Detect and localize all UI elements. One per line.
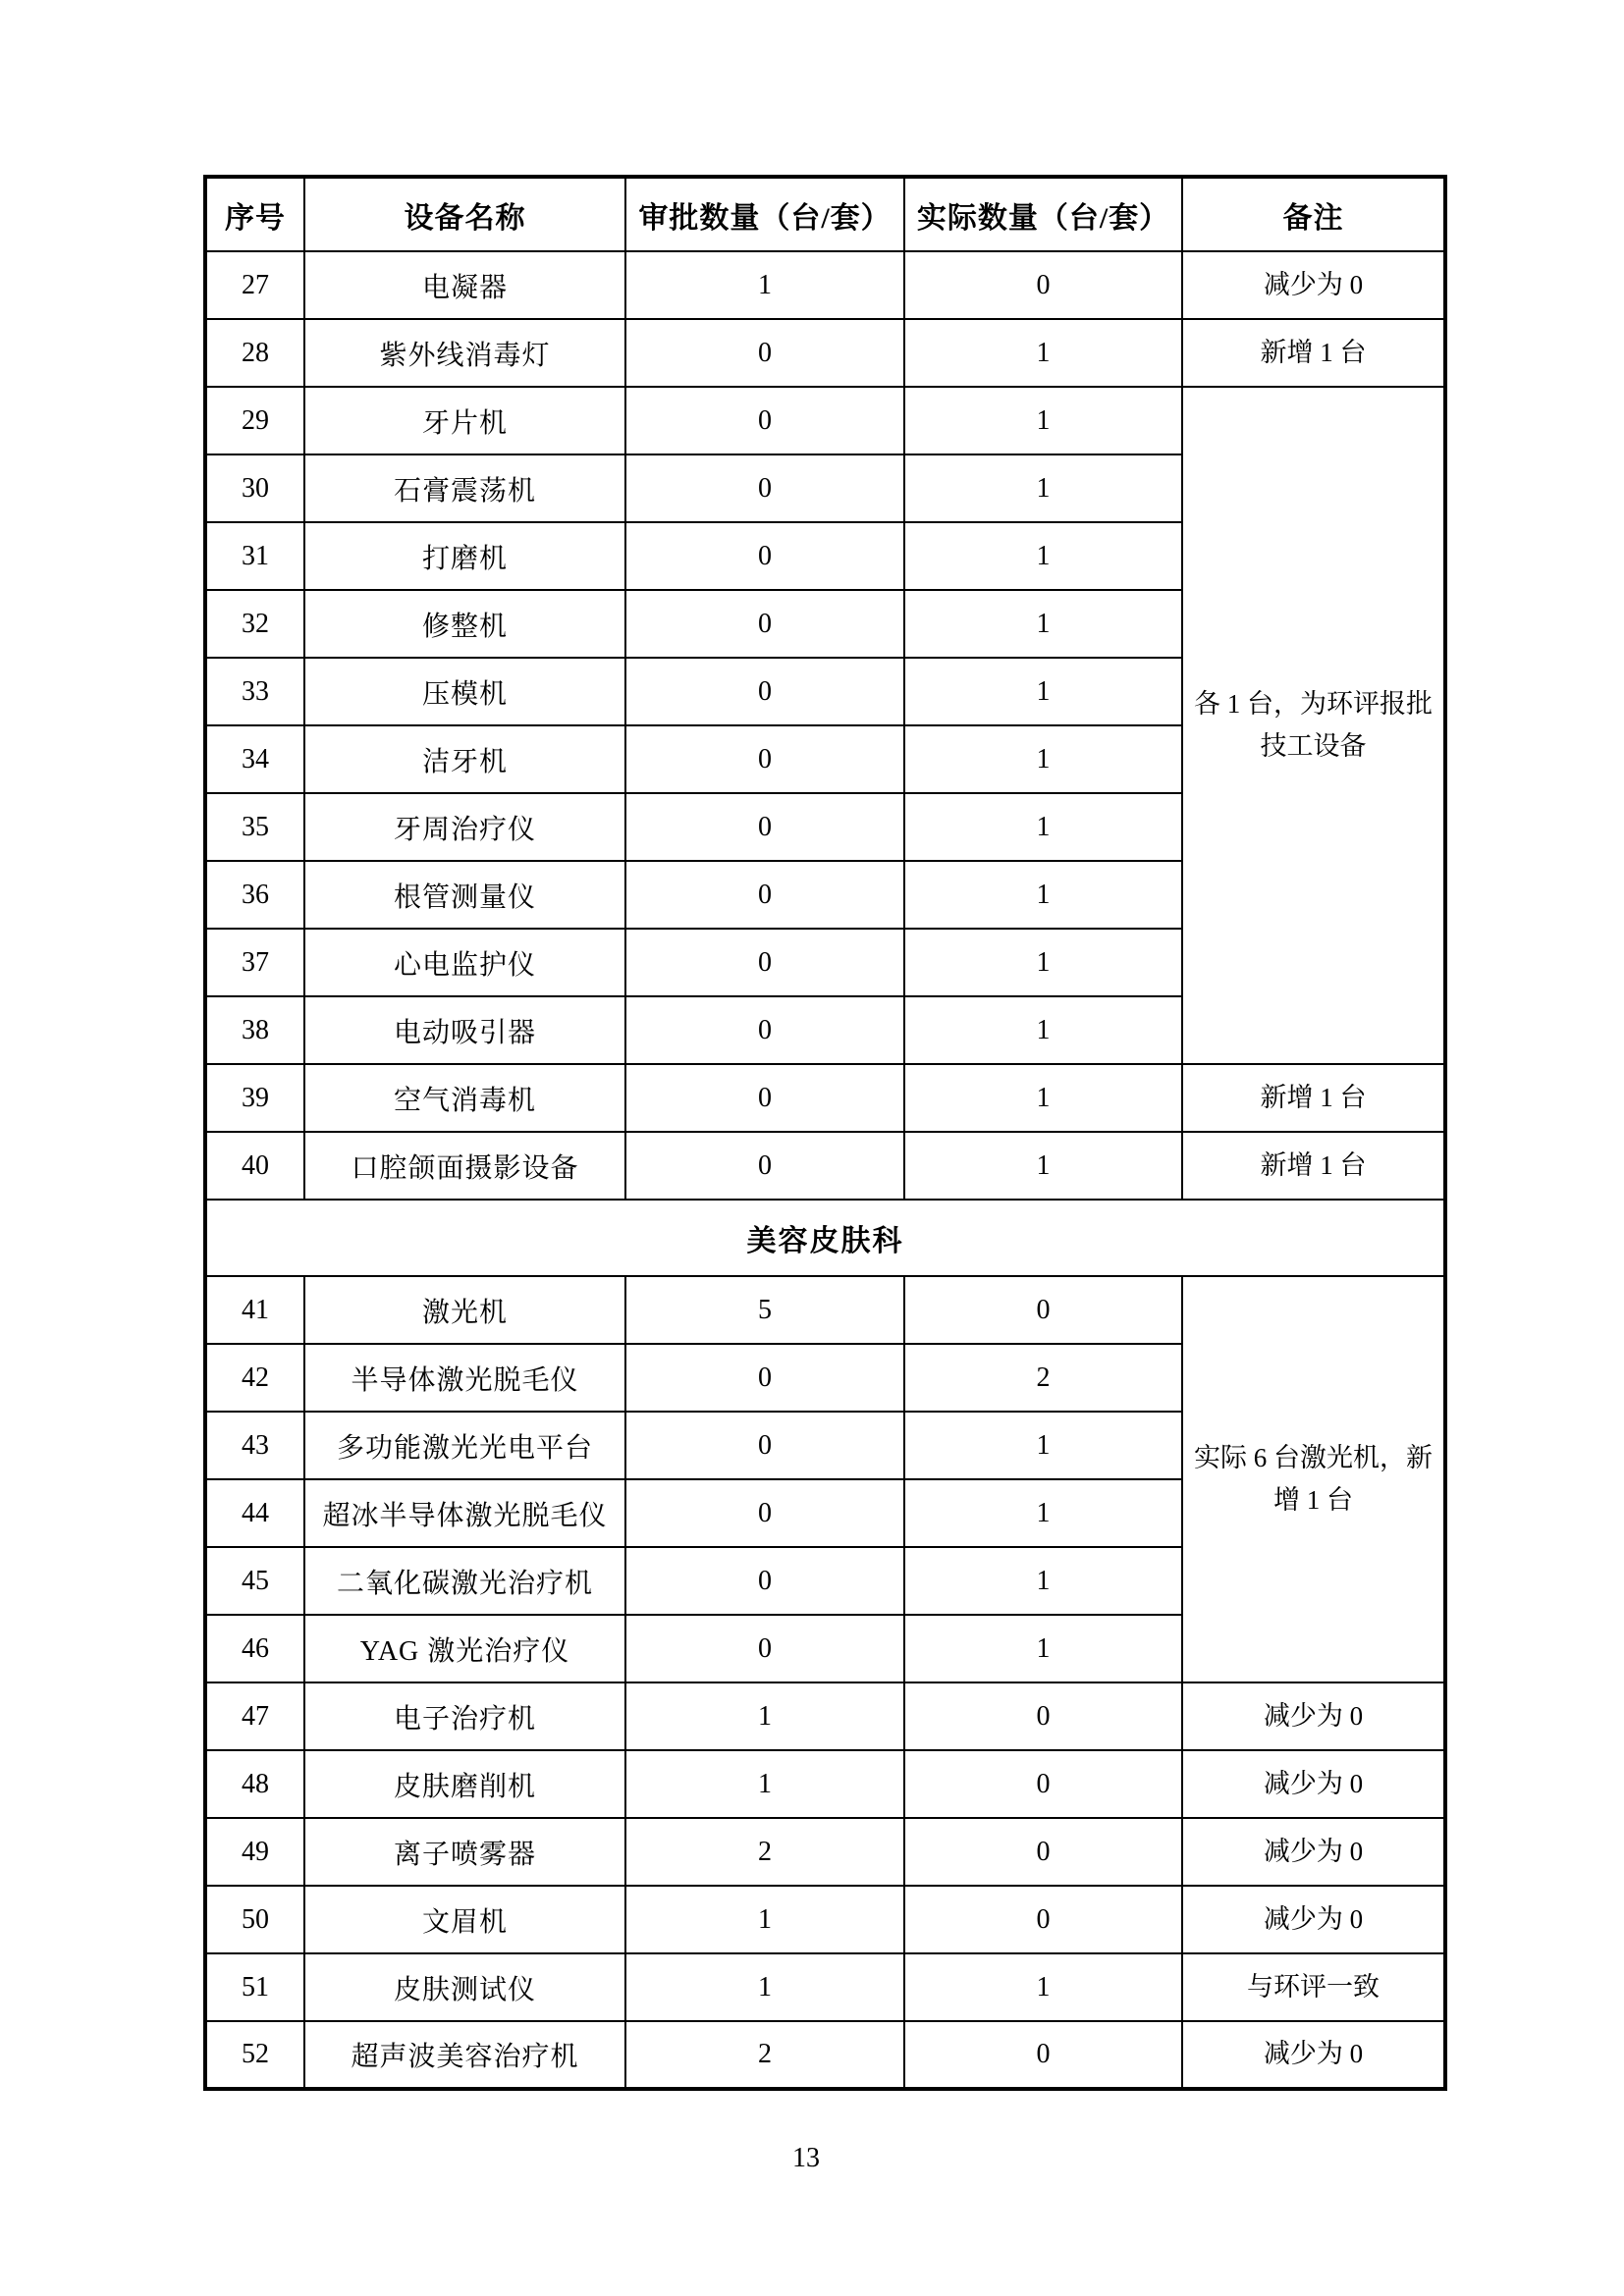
equipment-name: 超声波美容治疗机 <box>304 2021 625 2089</box>
approved-quantity: 5 <box>625 1276 904 1344</box>
approved-quantity: 0 <box>625 1479 904 1547</box>
actual-quantity: 1 <box>904 1132 1182 1200</box>
row-number: 28 <box>205 319 304 387</box>
equipment-name: 多功能激光光电平台 <box>304 1412 625 1479</box>
actual-quantity: 2 <box>904 1344 1182 1412</box>
approved-quantity: 0 <box>625 1344 904 1412</box>
actual-quantity: 1 <box>904 319 1182 387</box>
approved-quantity: 0 <box>625 454 904 522</box>
remark: 减少为 0 <box>1182 2021 1445 2089</box>
actual-quantity: 1 <box>904 1615 1182 1682</box>
actual-quantity: 1 <box>904 996 1182 1064</box>
equipment-name: 根管测量仪 <box>304 861 625 929</box>
column-header-2: 审批数量（台/套） <box>625 177 904 251</box>
row-number: 37 <box>205 929 304 996</box>
table-row <box>205 251 1445 319</box>
column-header-3: 实际数量（台/套） <box>904 177 1182 251</box>
row-number: 46 <box>205 1615 304 1682</box>
table-head <box>205 177 1445 251</box>
table-row <box>205 2021 1445 2089</box>
remark: 减少为 0 <box>1182 1750 1445 1818</box>
actual-quantity: 1 <box>904 1064 1182 1132</box>
actual-quantity: 1 <box>904 725 1182 793</box>
actual-quantity: 1 <box>904 929 1182 996</box>
row-number: 45 <box>205 1547 304 1615</box>
equipment-name: 打磨机 <box>304 522 625 590</box>
table-row <box>205 1953 1445 2021</box>
remark: 与环评一致 <box>1182 1953 1445 2021</box>
approved-quantity: 0 <box>625 590 904 658</box>
approved-quantity: 0 <box>625 1064 904 1132</box>
actual-quantity: 1 <box>904 1479 1182 1547</box>
equipment-name: 压模机 <box>304 658 625 725</box>
row-number: 32 <box>205 590 304 658</box>
equipment-name: 石膏震荡机 <box>304 454 625 522</box>
approved-quantity: 0 <box>625 996 904 1064</box>
page-number: 13 <box>792 2143 820 2173</box>
approved-quantity: 2 <box>625 2021 904 2089</box>
approved-quantity: 0 <box>625 793 904 861</box>
row-number: 34 <box>205 725 304 793</box>
actual-quantity: 1 <box>904 1547 1182 1615</box>
row-number: 39 <box>205 1064 304 1132</box>
approved-quantity: 1 <box>625 1682 904 1750</box>
row-number: 27 <box>205 251 304 319</box>
actual-quantity: 1 <box>904 658 1182 725</box>
section-row <box>205 1200 1445 1276</box>
table-row <box>205 1132 1445 1200</box>
row-number: 31 <box>205 522 304 590</box>
row-number: 33 <box>205 658 304 725</box>
header-row <box>205 177 1445 251</box>
remark: 减少为 0 <box>1182 251 1445 319</box>
row-number: 30 <box>205 454 304 522</box>
table-body <box>205 251 1445 2089</box>
row-number: 49 <box>205 1818 304 1886</box>
remark: 减少为 0 <box>1182 1886 1445 1953</box>
approved-quantity: 0 <box>625 1132 904 1200</box>
equipment-name: 二氧化碳激光治疗机 <box>304 1547 625 1615</box>
section-header: 美容皮肤科 <box>205 1200 1445 1276</box>
equipment-name: 紫外线消毒灯 <box>304 319 625 387</box>
equipment-name: 超冰半导体激光脱毛仪 <box>304 1479 625 1547</box>
row-number: 47 <box>205 1682 304 1750</box>
approved-quantity: 1 <box>625 1750 904 1818</box>
actual-quantity: 1 <box>904 793 1182 861</box>
approved-quantity: 1 <box>625 1953 904 2021</box>
equipment-name: 激光机 <box>304 1276 625 1344</box>
actual-quantity: 1 <box>904 1953 1182 2021</box>
actual-quantity: 1 <box>904 590 1182 658</box>
actual-quantity: 1 <box>904 522 1182 590</box>
actual-quantity: 0 <box>904 1886 1182 1953</box>
column-header-1: 设备名称 <box>304 177 625 251</box>
approved-quantity: 0 <box>625 861 904 929</box>
equipment-name: 修整机 <box>304 590 625 658</box>
row-number: 42 <box>205 1344 304 1412</box>
equipment-name: YAG 激光治疗仪 <box>304 1615 625 1682</box>
approved-quantity: 1 <box>625 1886 904 1953</box>
equipment-table <box>203 175 1447 2091</box>
equipment-name: 心电监护仪 <box>304 929 625 996</box>
equipment-name: 洁牙机 <box>304 725 625 793</box>
row-number: 43 <box>205 1412 304 1479</box>
column-header-0: 序号 <box>205 177 304 251</box>
actual-quantity: 1 <box>904 1412 1182 1479</box>
table-row <box>205 1886 1445 1953</box>
actual-quantity: 1 <box>904 387 1182 454</box>
table-row <box>205 1750 1445 1818</box>
row-number: 36 <box>205 861 304 929</box>
column-header-4: 备注 <box>1182 177 1445 251</box>
remark: 新增 1 台 <box>1182 1132 1445 1200</box>
equipment-name: 皮肤磨削机 <box>304 1750 625 1818</box>
approved-quantity: 0 <box>625 1615 904 1682</box>
row-number: 41 <box>205 1276 304 1344</box>
table-row <box>205 1682 1445 1750</box>
remark: 实际 6 台激光机，新增 1 台 <box>1182 1276 1445 1682</box>
table-row <box>205 1064 1445 1132</box>
approved-quantity: 1 <box>625 251 904 319</box>
remark: 各 1 台，为环评报批技工设备 <box>1182 387 1445 1064</box>
table-row <box>205 387 1445 454</box>
equipment-name: 电子治疗机 <box>304 1682 625 1750</box>
row-number: 29 <box>205 387 304 454</box>
approved-quantity: 0 <box>625 522 904 590</box>
equipment-name: 离子喷雾器 <box>304 1818 625 1886</box>
equipment-name: 空气消毒机 <box>304 1064 625 1132</box>
actual-quantity: 0 <box>904 1682 1182 1750</box>
equipment-name: 牙周治疗仪 <box>304 793 625 861</box>
table-row <box>205 1818 1445 1886</box>
row-number: 50 <box>205 1886 304 1953</box>
approved-quantity: 0 <box>625 929 904 996</box>
actual-quantity: 0 <box>904 1750 1182 1818</box>
equipment-name: 口腔颌面摄影设备 <box>304 1132 625 1200</box>
actual-quantity: 0 <box>904 2021 1182 2089</box>
table-row <box>205 1276 1445 1344</box>
table-row <box>205 319 1445 387</box>
approved-quantity: 0 <box>625 1547 904 1615</box>
remark: 减少为 0 <box>1182 1818 1445 1886</box>
row-number: 40 <box>205 1132 304 1200</box>
remark: 减少为 0 <box>1182 1682 1445 1750</box>
actual-quantity: 0 <box>904 1818 1182 1886</box>
row-number: 51 <box>205 1953 304 2021</box>
approved-quantity: 0 <box>625 725 904 793</box>
approved-quantity: 0 <box>625 658 904 725</box>
approved-quantity: 0 <box>625 319 904 387</box>
approved-quantity: 0 <box>625 1412 904 1479</box>
actual-quantity: 1 <box>904 861 1182 929</box>
row-number: 44 <box>205 1479 304 1547</box>
row-number: 52 <box>205 2021 304 2089</box>
actual-quantity: 1 <box>904 454 1182 522</box>
remark: 新增 1 台 <box>1182 319 1445 387</box>
actual-quantity: 0 <box>904 1276 1182 1344</box>
equipment-name: 电动吸引器 <box>304 996 625 1064</box>
equipment-name: 皮肤测试仪 <box>304 1953 625 2021</box>
row-number: 48 <box>205 1750 304 1818</box>
row-number: 35 <box>205 793 304 861</box>
remark: 新增 1 台 <box>1182 1064 1445 1132</box>
actual-quantity: 0 <box>904 251 1182 319</box>
equipment-name: 电凝器 <box>304 251 625 319</box>
approved-quantity: 2 <box>625 1818 904 1886</box>
approved-quantity: 0 <box>625 387 904 454</box>
equipment-name: 牙片机 <box>304 387 625 454</box>
row-number: 38 <box>205 996 304 1064</box>
equipment-name: 文眉机 <box>304 1886 625 1953</box>
equipment-name: 半导体激光脱毛仪 <box>304 1344 625 1412</box>
